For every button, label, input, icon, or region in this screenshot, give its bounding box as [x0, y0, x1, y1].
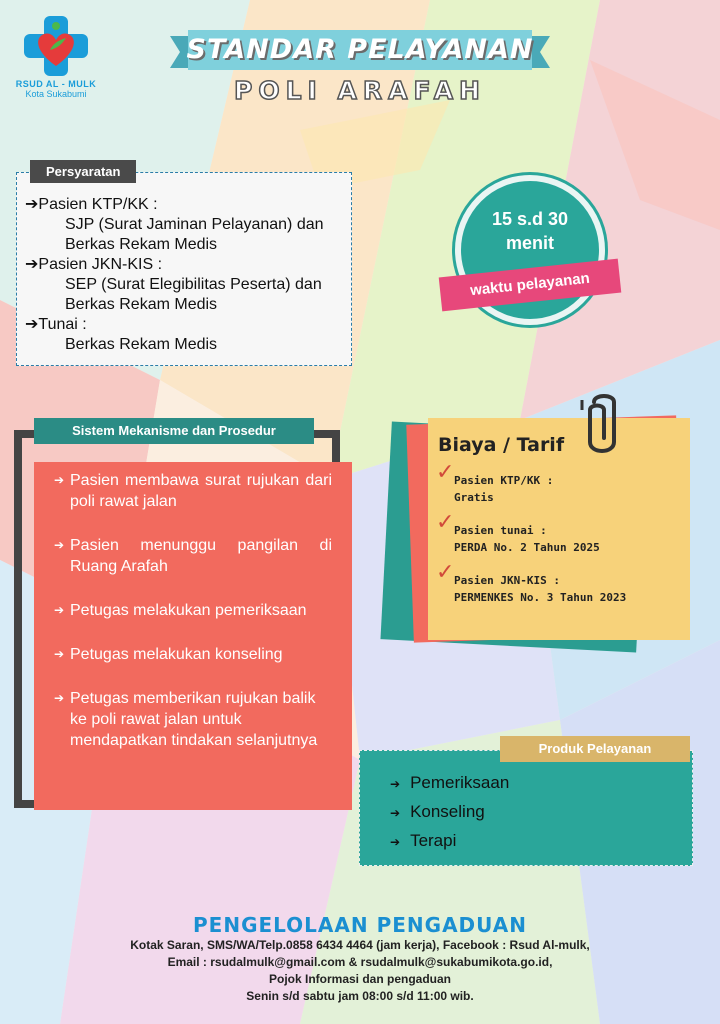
requirements-label: Persyaratan — [30, 160, 136, 183]
products-label: Produk Pelayanan — [500, 736, 690, 762]
mechanism-box — [34, 462, 352, 810]
logo-name: RSUD AL - MULK — [15, 79, 97, 89]
complaints-line: Pojok Informasi dan pengaduan — [268, 972, 452, 986]
fee-item: ✓ Pasien JKN-KIS : PERMENKES No. 3 Tahun 2023 — [436, 560, 627, 604]
requirement-heading: ➔Tunai : — [25, 316, 87, 333]
product-item: ➔ Konseling — [390, 802, 485, 821]
arrow-right-icon: ➔ — [390, 777, 401, 791]
mechanism-step: ➔ Petugas melakukan konseling — [54, 646, 283, 663]
arrow-right-icon: ➔ — [390, 835, 401, 849]
logo-city: Kota Sukabumi — [25, 89, 87, 99]
service-time-label: waktu pelayanan — [439, 259, 622, 312]
requirement-line: SJP (Surat Jaminan Pelayanan) dan — [65, 216, 324, 233]
mechanism-step: ➔ Pasien menunggu pangilan di Ruang Arafah — [54, 537, 332, 575]
mechanism-step: ➔ Petugas melakukan pemeriksaan — [54, 602, 307, 619]
mechanism-step: ➔ Pasien membawa surat rujukan dari poli rawat jalan — [54, 472, 332, 510]
service-time-value: 15 s.d 30 — [491, 209, 569, 229]
check-icon: ✓ — [436, 510, 455, 535]
arrow-right-icon: ➔ — [54, 538, 65, 552]
mechanism-label: Sistem Mekanisme dan Prosedur — [34, 418, 314, 444]
arrow-right-icon: ➔ — [54, 691, 65, 705]
complaints-heading: PENGELOLAAN PENGADUAN — [193, 913, 527, 937]
page-title: STANDAR PELAYANAN — [186, 34, 534, 65]
arrow-right-icon: ➔ — [54, 473, 65, 487]
page-subtitle: POLI ARAFAH — [234, 76, 486, 105]
complaints-line: Email : rsudalmulk@gmail.com & rsudalmulk@sukabumikota.go.id, — [167, 955, 553, 969]
product-item: ➔ Pemeriksaan — [390, 773, 510, 792]
mechanism-step: ➔ Petugas memberikan rujukan balik ke poli rawat jalan untuk mendapatkan tindakan selanjutnya — [54, 690, 318, 749]
fee-card — [428, 418, 690, 640]
complaints-section — [0, 913, 720, 1005]
fee-item: ✓ Pasien tunai : PERDA No. 2 Tahun 2025 — [436, 510, 600, 554]
requirement-heading: ➔Pasien JKN-KIS : — [25, 256, 163, 273]
complaints-line: Kotak Saran, SMS/WA/Telp.0858 6434 4464 (jam kerja), Facebook : Rsud Al-mulk, — [130, 938, 590, 952]
service-time-unit: menit — [505, 233, 554, 253]
requirement-line: Berkas Rekam Medis — [65, 236, 218, 253]
requirement-heading: ➔Pasien KTP/KK : — [25, 196, 158, 213]
arrow-right-icon: ➔ — [54, 603, 65, 617]
fee-title: Biaya / Tarif — [438, 434, 565, 456]
paperclip-icon — [572, 392, 632, 462]
product-item: ➔ Terapi — [390, 831, 457, 850]
arrow-right-icon: ➔ — [25, 256, 39, 273]
arrow-right-icon: ➔ — [25, 316, 39, 333]
hospital-logo-icon — [20, 14, 92, 78]
products-box — [359, 750, 693, 866]
hospital-logo — [10, 14, 102, 99]
requirements-box — [16, 172, 352, 366]
requirement-line: SEP (Surat Elegibilitas Peserta) dan — [65, 276, 322, 293]
requirement-line: Berkas Rekam Medis — [65, 336, 218, 353]
check-icon: ✓ — [436, 560, 455, 585]
check-icon: ✓ — [436, 460, 455, 485]
complaints-line: Senin s/d sabtu jam 08:00 s/d 11:00 wib. — [246, 989, 474, 1003]
arrow-right-icon: ➔ — [54, 647, 65, 661]
arrow-right-icon: ➔ — [390, 806, 401, 820]
title-ribbon — [170, 30, 550, 74]
fee-item: ✓ Pasien KTP/KK : Gratis — [436, 460, 554, 504]
requirement-line: Berkas Rekam Medis — [65, 296, 218, 313]
arrow-right-icon: ➔ — [25, 196, 39, 213]
